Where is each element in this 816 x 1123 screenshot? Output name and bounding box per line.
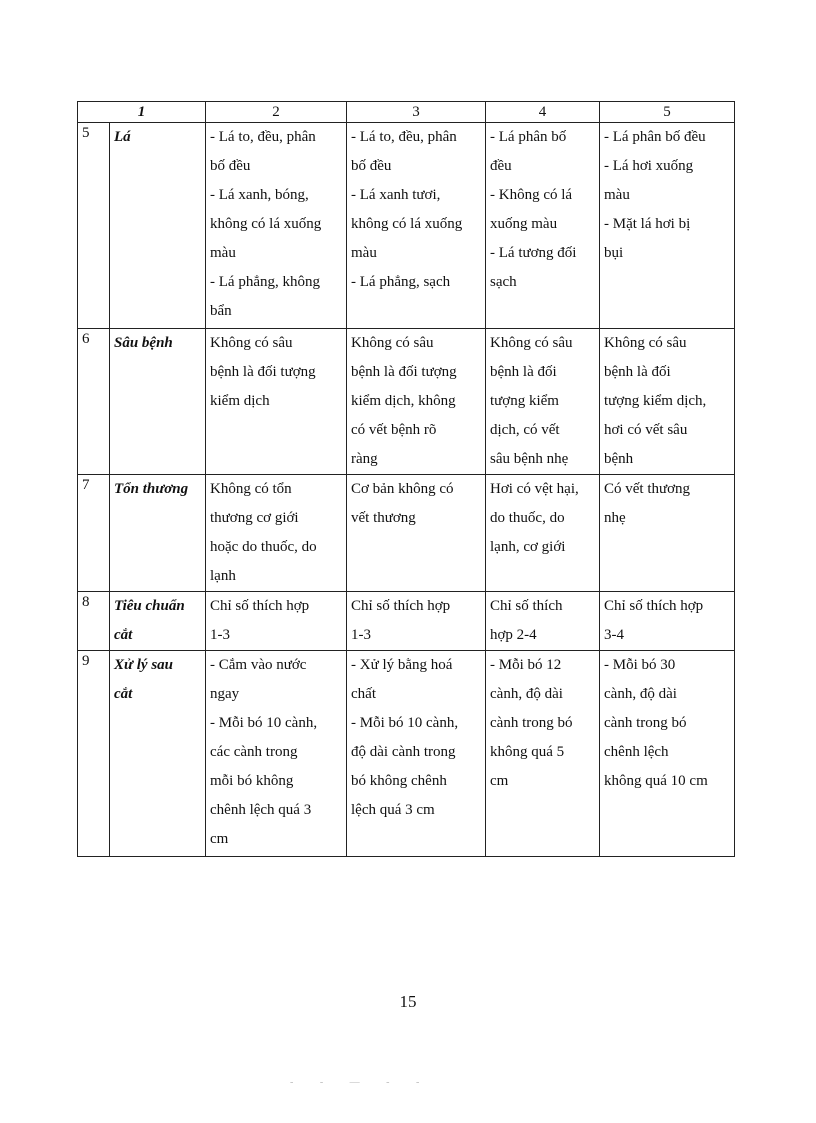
cell-text-line: các cành trong xyxy=(210,744,298,760)
grade-3-cell xyxy=(347,475,486,592)
cell-text-line: sạch xyxy=(490,274,517,290)
cell-text-line: - Không có lá xyxy=(490,187,573,203)
cell-text-line: cành trong bó xyxy=(490,715,573,731)
cell-text-line: bẩn xyxy=(210,303,232,319)
criterion-name xyxy=(110,123,206,329)
cell-text-line: - Lá phân bố đều xyxy=(604,129,706,145)
cell-text-line: không có lá xuống xyxy=(210,216,322,232)
cell-text-line: cm xyxy=(490,773,509,789)
cell-text-line: sâu bệnh nhẹ xyxy=(490,451,569,467)
grade-2-cell xyxy=(206,123,347,329)
cell-text-line: - Lá phẳng, sạch xyxy=(351,274,451,290)
grade-5-cell xyxy=(600,329,735,475)
page-number: 15 xyxy=(399,992,417,1011)
table-row xyxy=(78,651,735,857)
column-header-4: 4 xyxy=(486,102,600,123)
table-row xyxy=(78,329,735,475)
cell-text-line: ràng xyxy=(351,451,378,467)
grade-3-cell xyxy=(347,651,486,857)
cell-text-line: cành, độ dài xyxy=(490,686,563,702)
table-header-row xyxy=(78,102,735,123)
cell-text-line: bệnh là đối xyxy=(490,364,557,380)
grade-2-cell xyxy=(206,651,347,857)
cell-text-line: hợp 2-4 xyxy=(490,627,537,643)
cell-text-line: bệnh xyxy=(604,451,634,467)
cell-text-line: 1-3 xyxy=(210,627,230,643)
grade-2-cell xyxy=(206,592,347,651)
cell-text-line: mỗi bó không xyxy=(210,773,294,789)
criterion-name xyxy=(110,592,206,651)
cell-text-line: - Lá phân bố xyxy=(490,129,567,145)
cell-text-line: Không có sâu xyxy=(604,335,687,351)
table-row xyxy=(78,475,735,592)
row-number: 8 xyxy=(78,592,110,651)
column-header-5: 5 xyxy=(600,102,735,123)
cell-text-line: không quá 5 xyxy=(490,744,565,760)
cell-text-line: Cơ bản không có xyxy=(351,481,454,497)
grade-3-cell xyxy=(347,123,486,329)
cell-text-line: hoặc do thuốc, do xyxy=(210,539,317,555)
cell-text-line: - Mỗi bó 10 cành, xyxy=(210,715,318,731)
cell-text-line: bệnh là đối tượng xyxy=(210,364,316,380)
column-header-3: 3 xyxy=(347,102,486,123)
cell-text-line: Chỉ số thích hợp xyxy=(210,598,310,614)
cell-text-line: vết thương xyxy=(351,510,416,526)
cell-text-line: lạnh, cơ giới xyxy=(490,539,566,555)
cell-text-line: màu xyxy=(351,245,377,261)
cell-text-line: bó không chênh xyxy=(351,773,447,789)
cell-text-line: chênh lệch quá 3 xyxy=(210,802,312,818)
cell-text-line: kiểm dịch, không xyxy=(351,393,456,409)
cell-text-line: Chỉ số thích hợp xyxy=(604,598,704,614)
criterion-label: Lá xyxy=(114,129,131,145)
grade-4-cell xyxy=(486,329,600,475)
cell-text-line: bố đều xyxy=(210,158,251,174)
cell-text-line: xuống màu xyxy=(490,216,558,232)
grade-2-cell xyxy=(206,329,347,475)
criterion-name xyxy=(110,651,206,857)
cell-text-line: bệnh là đối tượng xyxy=(351,364,457,380)
cell-text-line: - Xử lý bằng hoá xyxy=(351,657,453,673)
criterion-name xyxy=(110,329,206,475)
grade-5-cell xyxy=(600,651,735,857)
cell-text-line: bụi xyxy=(604,245,624,261)
cell-text-line: tượng kiểm dịch, xyxy=(604,393,707,409)
cell-text-line: chênh lệch xyxy=(604,744,669,760)
cell-text-line: - Lá xanh tươi, xyxy=(351,187,441,203)
row-number: 7 xyxy=(78,475,110,592)
cell-text-line: hơi có vết sâu xyxy=(604,422,688,438)
grade-4-cell xyxy=(486,592,600,651)
cell-text-line: Không có sâu xyxy=(490,335,573,351)
cell-text-line: do thuốc, do xyxy=(490,510,565,526)
criterion-name xyxy=(110,475,206,592)
cell-text-line: Không có tổn xyxy=(210,481,292,497)
grade-3-cell xyxy=(347,329,486,475)
cell-text-line: dịch, có vết xyxy=(490,422,560,438)
criterion-label: Tổn thương xyxy=(114,481,189,497)
cell-text-line: 3-4 xyxy=(604,627,624,643)
cell-text-line: nhẹ xyxy=(604,510,626,526)
grade-4-cell xyxy=(486,123,600,329)
cell-text-line: màu xyxy=(210,245,236,261)
cell-text-line: - Mỗi bó 10 cành, xyxy=(351,715,459,731)
grade-3-cell xyxy=(347,592,486,651)
criterion-label: Tiêu chuẩn cắt xyxy=(114,598,185,643)
cell-text-line: Chỉ số thích xyxy=(490,598,563,614)
row-number: 6 xyxy=(78,329,110,475)
cell-text-line: lạnh xyxy=(210,568,236,584)
cell-text-line: thương cơ giới xyxy=(210,510,299,526)
grade-5-cell xyxy=(600,123,735,329)
grade-5-cell xyxy=(600,475,735,592)
cell-text-line: Chỉ số thích hợp xyxy=(351,598,451,614)
cell-text-line: - Lá phẳng, không xyxy=(210,274,320,290)
criterion-label: Sâu bệnh xyxy=(114,335,173,351)
row-number: 9 xyxy=(78,651,110,857)
cell-text-line: ngay xyxy=(210,686,240,702)
row-number: 5 xyxy=(78,123,110,329)
grade-2-cell xyxy=(206,475,347,592)
grade-4-cell xyxy=(486,651,600,857)
grade-4-cell xyxy=(486,475,600,592)
cell-text-line: bệnh là đối xyxy=(604,364,671,380)
cell-text-line: - Lá xanh, bóng, xyxy=(210,187,309,203)
cell-text-line: Hơi có vệt hại, xyxy=(490,481,579,497)
cell-text-line: - Mặt lá hơi bị xyxy=(604,216,691,232)
criterion-label: Xử lý sau cắt xyxy=(114,657,173,702)
cell-text-line: tượng kiểm xyxy=(490,393,559,409)
cell-text-line: - Mỗi bó 30 xyxy=(604,657,676,673)
column-header-2: 2 xyxy=(206,102,347,123)
cell-text-line: đều xyxy=(490,158,512,174)
scan-artifact-marks: - - — - - xyxy=(290,1077,432,1088)
cell-text-line: - Lá to, đều, phân xyxy=(351,129,457,145)
cell-text-line: - Cắm vào nước xyxy=(210,657,307,673)
cell-text-line: - Mỗi bó 12 xyxy=(490,657,562,673)
cell-text-line: - Lá tương đối xyxy=(490,245,577,261)
cell-text-line: kiểm dịch xyxy=(210,393,270,409)
criteria-table xyxy=(77,101,735,857)
cell-text-line: lệch quá 3 cm xyxy=(351,802,435,818)
table-row xyxy=(78,123,735,329)
cell-text-line: Có vết thương xyxy=(604,481,691,497)
cell-text-line: - Lá to, đều, phân xyxy=(210,129,316,145)
grade-5-cell xyxy=(600,592,735,651)
cell-text-line: chất xyxy=(351,686,376,702)
cell-text-line: Không có sâu xyxy=(210,335,293,351)
cell-text-line: độ dài cành trong xyxy=(351,744,456,760)
cell-text-line: màu xyxy=(604,187,630,203)
cell-text-line: không quá 10 cm xyxy=(604,773,708,789)
cell-text-line: cành trong bó xyxy=(604,715,687,731)
cell-text-line: cm xyxy=(210,831,229,847)
table-body xyxy=(78,123,735,857)
table-row xyxy=(78,592,735,651)
cell-text-line: có vết bệnh rõ xyxy=(351,422,437,438)
cell-text-line: Không có sâu xyxy=(351,335,434,351)
cell-text-line: - Lá hơi xuống xyxy=(604,158,694,174)
column-header-1: 1 xyxy=(78,102,206,123)
cell-text-line: bố đều xyxy=(351,158,392,174)
cell-text-line: cành, độ dài xyxy=(604,686,677,702)
cell-text-line: không có lá xuống xyxy=(351,216,463,232)
cell-text-line: 1-3 xyxy=(351,627,371,643)
